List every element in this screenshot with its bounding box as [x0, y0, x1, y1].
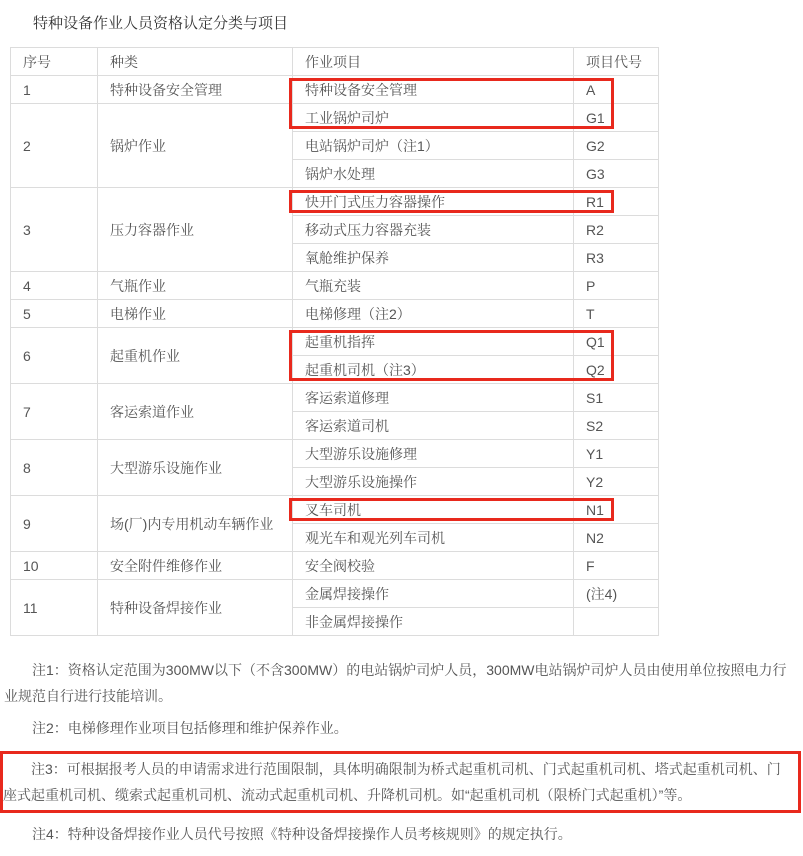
project-cell: 金属焊接操作: [293, 580, 574, 608]
category-cell: 锅炉作业: [98, 104, 293, 188]
seq-cell: 11: [11, 580, 98, 636]
project-cell: 大型游乐设施修理: [293, 440, 574, 468]
seq-cell: 10: [11, 552, 98, 580]
code-cell: S2: [574, 412, 659, 440]
code-cell: R3: [574, 244, 659, 272]
code-cell: N1: [574, 496, 659, 524]
project-cell: 非金属焊接操作: [293, 608, 574, 636]
category-cell: 大型游乐设施作业: [98, 440, 293, 496]
category-cell: 场(厂)内专用机动车辆作业: [98, 496, 293, 552]
notes-section: [4, 657, 797, 853]
category-cell: 特种设备安全管理: [98, 76, 293, 104]
project-cell: 安全阀校验: [293, 552, 574, 580]
table-row: [11, 300, 659, 328]
code-cell: R2: [574, 216, 659, 244]
table-row: [11, 188, 659, 216]
table-row: [11, 104, 659, 132]
seq-cell: 2: [11, 104, 98, 188]
category-cell: 起重机作业: [98, 328, 293, 384]
code-cell: Y1: [574, 440, 659, 468]
seq-cell: 7: [11, 384, 98, 440]
page-title: 特种设备作业人员资格认定分类与项目: [33, 15, 289, 32]
code-cell: G3: [574, 160, 659, 188]
header-project: 作业项目: [293, 48, 574, 76]
project-cell: 客运索道修理: [293, 384, 574, 412]
header-seq: 序号: [11, 48, 98, 76]
note-2: 注2：电梯修理作业项目包括修理和维护保养作业。: [32, 720, 348, 736]
code-cell: F: [574, 552, 659, 580]
code-cell: R1: [574, 188, 659, 216]
project-cell: 工业锅炉司炉: [293, 104, 574, 132]
seq-cell: 9: [11, 496, 98, 552]
project-cell: 大型游乐设施操作: [293, 468, 574, 496]
project-cell: 电站锅炉司炉（注1）: [293, 132, 574, 160]
seq-cell: 5: [11, 300, 98, 328]
code-cell: S1: [574, 384, 659, 412]
project-cell: 起重机司机（注3）: [293, 356, 574, 384]
table-row: [11, 272, 659, 300]
code-cell: A: [574, 76, 659, 104]
seq-cell: 6: [11, 328, 98, 384]
code-cell: N2: [574, 524, 659, 552]
code-cell: Q1: [574, 328, 659, 356]
seq-cell: 3: [11, 188, 98, 272]
project-cell: 观光车和观光列车司机: [293, 524, 574, 552]
code-cell: T: [574, 300, 659, 328]
table-row: [11, 496, 659, 524]
seq-cell: 8: [11, 440, 98, 496]
category-cell: 特种设备焊接作业: [98, 580, 293, 636]
project-cell: 特种设备安全管理: [293, 76, 574, 104]
project-cell: 快开门式压力容器操作: [293, 188, 574, 216]
table-row: [11, 76, 659, 104]
table-row: [11, 552, 659, 580]
project-cell: 客运索道司机: [293, 412, 574, 440]
project-cell: 叉车司机: [293, 496, 574, 524]
table-row: [11, 580, 659, 608]
project-cell: 起重机指挥: [293, 328, 574, 356]
note-1: 注1：资格认定范围为300MW以下（不含300MW）的电站锅炉司炉人员，300MW电站锅炉司炉人员由使用单位按照电力行业规范自行进行技能培训。: [4, 662, 787, 704]
code-cell: (注4): [574, 580, 659, 608]
category-cell: 客运索道作业: [98, 384, 293, 440]
code-cell: [574, 608, 659, 636]
code-cell: P: [574, 272, 659, 300]
qualification-table: [10, 47, 659, 636]
code-cell: G1: [574, 104, 659, 132]
table-row: [11, 384, 659, 412]
category-cell: 安全附件维修作业: [98, 552, 293, 580]
table-row: [11, 440, 659, 468]
category-cell: 电梯作业: [98, 300, 293, 328]
header-code: 项目代号: [574, 48, 659, 76]
project-cell: 移动式压力容器充装: [293, 216, 574, 244]
seq-cell: 4: [11, 272, 98, 300]
note-4: 注4：特种设备焊接作业人员代号按照《特种设备焊接操作人员考核规则》的规定执行。: [32, 826, 572, 842]
table-row: [11, 328, 659, 356]
code-cell: Y2: [574, 468, 659, 496]
seq-cell: 1: [11, 76, 98, 104]
table-header-row: [11, 48, 659, 76]
project-cell: 氧舱维护保养: [293, 244, 574, 272]
category-cell: 气瓶作业: [98, 272, 293, 300]
project-cell: 锅炉水处理: [293, 160, 574, 188]
code-cell: G2: [574, 132, 659, 160]
project-cell: 电梯修理（注2）: [293, 300, 574, 328]
project-cell: 气瓶充装: [293, 272, 574, 300]
category-cell: 压力容器作业: [98, 188, 293, 272]
code-cell: Q2: [574, 356, 659, 384]
note-3: 注3：可根据报考人员的申请需求进行范围限制，具体明确限制为桥式起重机司机、门式起重机司机、塔式起重机司机、门座式起重机司机、缆索式起重机司机、流动式起重机司机、升降机司机。如“起重机司机（限桥门式起重机）”等。: [0, 751, 801, 813]
header-category: 种类: [98, 48, 293, 76]
